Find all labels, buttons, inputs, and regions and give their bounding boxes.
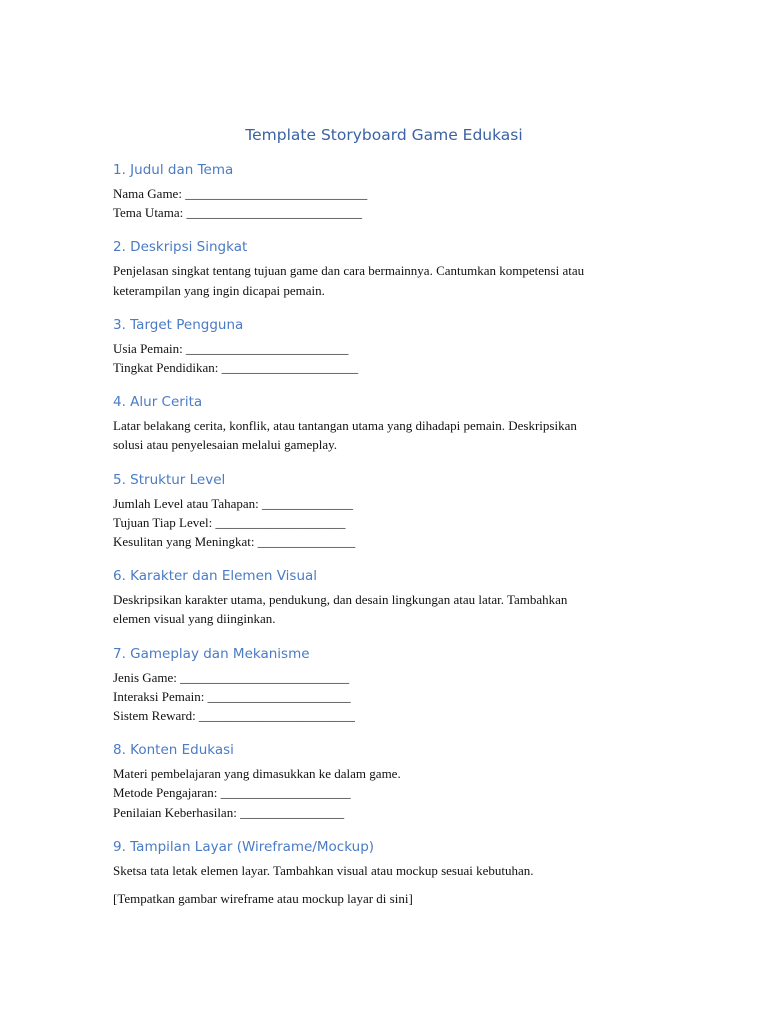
document-body: [113, 160, 673, 908]
field-jumlah-level: Jumlah Level atau Tahapan: ______________: [113, 495, 354, 511]
section-heading: 3. Target Pengguna: [113, 316, 244, 333]
paragraph-line: solusi atau penyelesaian melalui gameplay.: [113, 437, 338, 453]
paragraph-line: keterampilan yang ingin dicapai pemain.: [113, 282, 325, 298]
field-nama-game: Nama Game: ____________________________: [113, 186, 368, 201]
wireframe-placeholder-note: [Tempatkan gambar wireframe atau mockup layar di sini]: [113, 891, 413, 907]
section-struktur-level: [113, 470, 673, 552]
field-tema-utama: Tema Utama: ___________________________: [113, 205, 362, 221]
paragraph-line: elemen visual yang diinginkan.: [113, 611, 276, 627]
field-jenis-game: Jenis Game: __________________________: [113, 669, 350, 685]
section-karakter-dan-elemen-visual: [113, 566, 673, 628]
section-heading: 5. Struktur Level: [113, 471, 226, 488]
document-title: Template Storyboard Game Edukasi: [245, 126, 523, 144]
paragraph-line: Penjelasan singkat tentang tujuan game dan cara bermainnya. Cantumkan kompetensi atau: [113, 263, 585, 279]
paragraph-line: Latar belakang cerita, konflik, atau tantangan utama yang dihadapi pemain. Deskripsikan: [113, 418, 577, 434]
field-penilaian-keberhasilan: Penilaian Keberhasilan: ________________: [113, 804, 345, 820]
field-interaksi-pemain: Interaksi Pemain: ______________________: [113, 688, 351, 704]
field-usia-pemain: Usia Pemain: _________________________: [113, 340, 349, 356]
field-metode-pengajaran: Metode Pengajaran: ____________________: [113, 785, 351, 801]
paragraph-line: Materi pembelajaran yang dimasukkan ke dalam game.: [113, 766, 401, 782]
field-tujuan-tiap-level: Tujuan Tiap Level: ____________________: [113, 514, 346, 530]
section-gameplay-dan-mekanisme: [113, 644, 673, 726]
section-heading: 7. Gameplay dan Mekanisme: [113, 645, 310, 662]
paragraph-line: Deskripsikan karakter utama, pendukung, dan desain lingkungan atau latar. Tambahkan: [113, 592, 568, 608]
section-heading: 8. Konten Edukasi: [113, 742, 234, 759]
section-heading: 1. Judul dan Tema: [113, 162, 234, 178]
field-kesulitan: Kesulitan yang Meningkat: _______________: [113, 534, 356, 550]
section-target-pengguna: [113, 315, 673, 377]
section-heading: 6. Karakter dan Elemen Visual: [113, 568, 318, 585]
section-alur-cerita: [113, 392, 673, 454]
section-judul-dan-tema: [113, 160, 673, 222]
paragraph-line: Sketsa tata letak elemen layar. Tambahkan visual atau mockup sesuai kebutuhan.: [113, 862, 534, 878]
section-deskripsi-singkat: [113, 237, 673, 299]
section-heading: 9. Tampilan Layar (Wireframe/Mockup): [113, 838, 375, 855]
section-konten-edukasi: [113, 740, 673, 822]
section-heading: 4. Alur Cerita: [113, 394, 203, 411]
section-heading: 2. Deskripsi Singkat: [113, 239, 248, 256]
field-tingkat-pendidikan: Tingkat Pendidikan: _____________________: [113, 360, 359, 376]
field-sistem-reward: Sistem Reward: ________________________: [113, 708, 355, 724]
section-tampilan-layar: [113, 837, 673, 880]
